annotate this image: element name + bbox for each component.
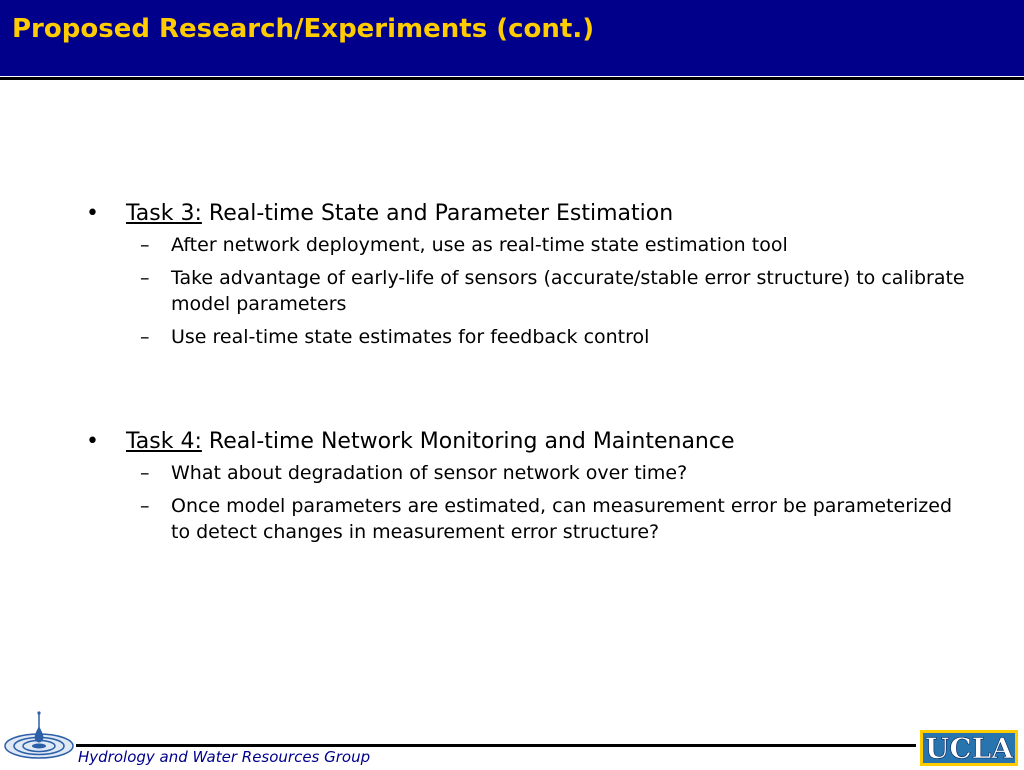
list-item-text: After network deployment, use as real-time state estimation tool [171,234,788,256]
bullet-icon: • [86,201,99,226]
dash-icon: – [140,234,150,256]
list-item-text: Once model parameters are estimated, can measurement error be parameterized to detect changes in measurement error structure? [171,495,953,543]
water-drop-logo-icon [2,710,76,766]
list-item-text: Take advantage of early-life of sensors (accurate/stable error structure) to calibrate model parameters [171,267,965,315]
slide-header [0,0,1024,76]
bullet-icon: • [86,429,99,454]
task-4-title: Real-time Network Monitoring and Maintenance [208,429,735,454]
task-4-block [86,428,966,552]
header-divider [0,77,1024,80]
task-4-heading [86,428,966,456]
task-3-title: Real-time State and Parameter Estimation [208,201,674,226]
footer-group-name: Hydrology and Water Resources Group [78,748,371,766]
footer-divider [76,744,916,747]
list-item [86,232,966,258]
task-4-subitems [86,460,966,545]
task-4-label: Task 4: [126,429,202,454]
list-item [86,460,966,486]
dash-icon: – [140,326,150,348]
list-item [86,493,966,545]
list-item [86,265,966,317]
list-item [86,324,966,350]
slide-title: Proposed Research/Experiments (cont.) [12,14,595,44]
task-3-subitems [86,232,966,350]
task-3-label: Task 3: [126,201,202,226]
task-3-block [86,200,966,357]
dash-icon: – [140,495,150,517]
ucla-logo-icon [920,730,1018,766]
ucla-logo-text: UCLA [924,732,1014,765]
dash-icon: – [140,267,150,289]
list-item-text: Use real-time state estimates for feedback control [171,326,650,348]
dash-icon: – [140,462,150,484]
list-item-text: What about degradation of sensor network over time? [171,462,688,484]
task-3-heading [86,200,966,228]
